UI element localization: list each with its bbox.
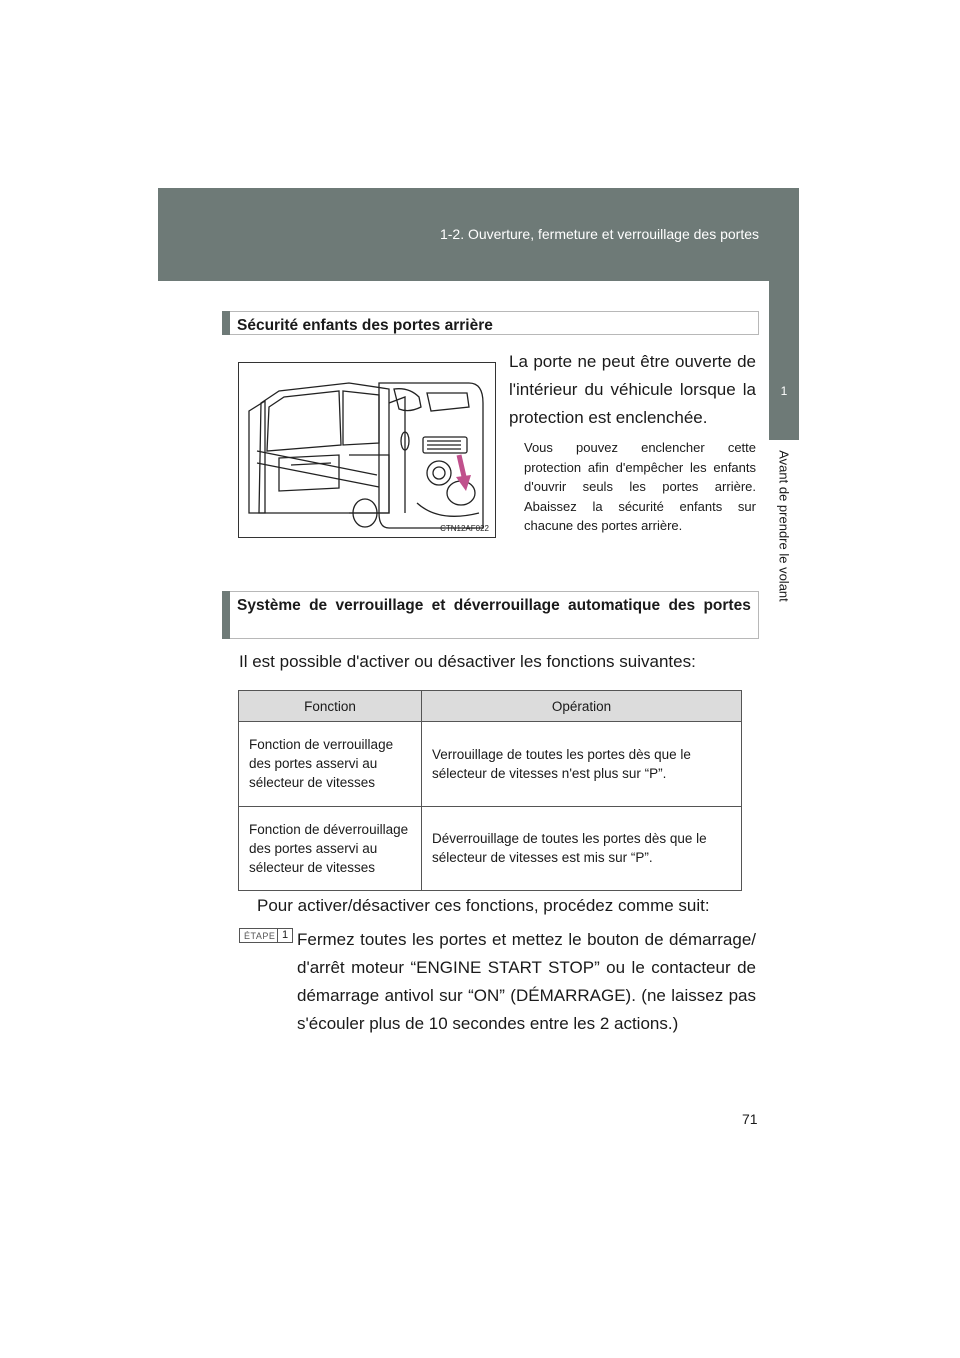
heading-accent-bar — [222, 591, 230, 639]
column-header-fonction: Fonction — [239, 691, 422, 722]
step-number: 1 — [277, 929, 292, 942]
child-lock-intro: La porte ne peut être ouverte de l'intérieur du véhicule lorsque la protection est enclenchée. — [509, 352, 756, 427]
car-door-drawing — [239, 363, 495, 537]
section-header-title: 1-2. Ouverture, fermeture et verrouillage des portes — [439, 226, 759, 242]
table-cell-fonction: Fonction de verrouillage des portes asservi au sélecteur de vitesses — [239, 722, 422, 807]
procedure-intro: Pour activer/désactiver ces fonctions, procédez comme suit: — [257, 896, 710, 915]
step-label: ÉTAPE — [244, 930, 276, 941]
heading-text: Système de verrouillage et déverrouillage automatique des portes — [237, 597, 751, 614]
child-lock-note: Vous pouvez enclencher cette protection afin d'empêcher les enfants d'ouvrir seuls les portes arrière. Abaissez la sécurité enfants sur chacune des portes arrière. — [524, 440, 756, 533]
figure-code: CTN12AF022 — [440, 524, 489, 533]
function-table — [238, 690, 742, 891]
header-band — [158, 188, 799, 281]
step-1-text: Fermez toutes les portes et mettez le bouton de démarrage/ d'arrêt moteur “ENGINE START STOP” ou le contacteur de démarrage antivol sur “ON” (DÉMARRAGE). (ne laissez pas s'écouler plus de 10 secondes entre les 2 actions.) — [297, 930, 756, 1033]
chapter-side-label: Avant de prendre le volant — [776, 450, 792, 602]
table-row — [239, 722, 742, 807]
functions-intro: Il est possible d'activer ou désactiver les fonctions suivantes: — [239, 652, 696, 671]
heading-text: Sécurité enfants des portes arrière — [237, 317, 493, 334]
chapter-tab-number: 1 — [780, 384, 788, 398]
chapter-tab — [769, 188, 799, 440]
table-row — [239, 806, 742, 891]
heading-accent-bar — [222, 311, 230, 335]
child-lock-illustration — [238, 362, 496, 538]
table-cell-operation: Déverrouillage de toutes les portes dès que le sélecteur de vitesses est mis sur “P”. — [422, 806, 742, 891]
page-number: 71 — [742, 1111, 758, 1127]
step-badge — [239, 928, 293, 943]
table-cell-fonction: Fonction de déverrouillage des portes asservi au sélecteur de vitesses — [239, 806, 422, 891]
column-header-operation: Opération — [422, 691, 742, 722]
table-header-row — [239, 691, 742, 722]
section-heading-auto-lock — [222, 591, 759, 639]
table-cell-operation: Verrouillage de toutes les portes dès que le sélecteur de vitesses n'est plus sur “P”. — [422, 722, 742, 807]
section-heading-child-lock — [222, 311, 759, 335]
